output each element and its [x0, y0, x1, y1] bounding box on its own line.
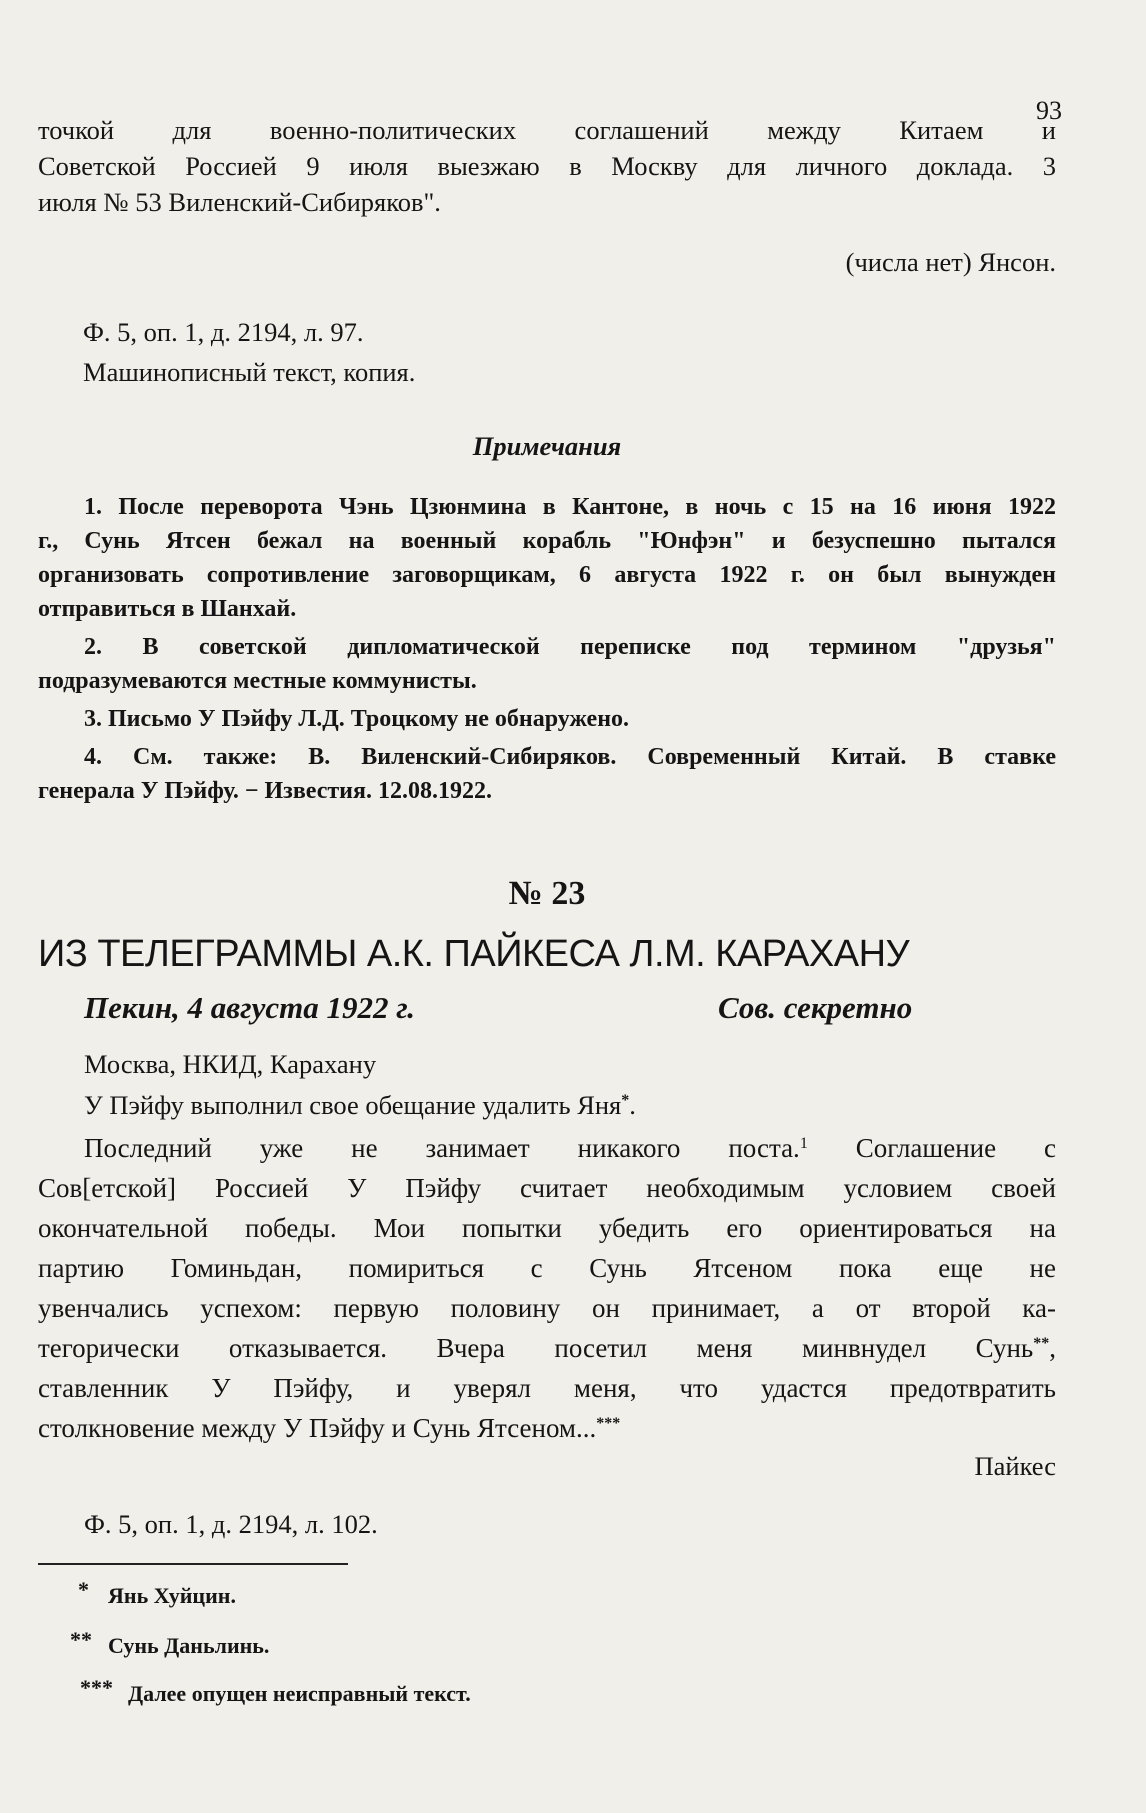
note-reference: 1	[799, 1135, 808, 1152]
telegram-line: У Пэйфу выполнил свое обещание удалить Яня*.	[84, 1090, 636, 1120]
note-line: 3. Письмо У Пэйфу Л.Д. Троцкому не обнаружено.	[84, 706, 630, 732]
footnote-mark: **	[1033, 1335, 1050, 1352]
note-line: генерала У Пэйфу. − Известия. 12.08.1922.	[38, 778, 492, 804]
note-item	[38, 740, 1056, 808]
footnote	[78, 1577, 236, 1609]
archive-reference: Ф. 5, оп. 1, д. 2194, л. 102.	[84, 1509, 378, 1539]
text-fragment: ,	[1049, 1333, 1056, 1363]
note-line: организовать сопротивление заговорщикам, 6 августа 1922 г. он был вынужден	[38, 562, 1056, 588]
text-line	[38, 1328, 1056, 1368]
text-line: ставленник У Пэйфу, и уверял меня, что удастся предотвратить	[38, 1373, 1056, 1403]
note-line: 4. См. также: В. Виленский-Сибиряков. Современный Китай. В ставке	[84, 744, 1056, 770]
document-number: № 23	[508, 875, 586, 912]
text-line	[38, 1408, 1056, 1448]
place-date: Пекин, 4 августа 1922 г.	[84, 990, 415, 1025]
note-item	[38, 490, 1056, 626]
footnote-mark: **	[70, 1627, 92, 1652]
text-fragment: столкновение между У Пэйфу и Сунь Ятсеном...	[38, 1413, 597, 1443]
footnote-text: Далее опущен неисправный текст.	[128, 1681, 471, 1706]
note-line: отправиться в Шанхай.	[38, 596, 297, 622]
classification: Сов. секретно	[718, 990, 913, 1025]
footnote-mark: *	[621, 1092, 630, 1109]
telegram-body	[38, 1128, 1056, 1448]
archive-reference: Ф. 5, оп. 1, д. 2194, л. 97.	[83, 317, 364, 347]
text-line: точкой для военно-политических соглашений между Китаем и	[38, 115, 1056, 145]
note-line: 2. В советской дипломатической переписке под термином "друзья"	[84, 634, 1056, 660]
note-line: г., Сунь Ятсен бежал на военный корабль "Юнфэн" и безуспешно пытался	[38, 528, 1056, 554]
footnote-mark: *	[78, 1577, 89, 1602]
text-line: июля № 53 Виленский-Сибиряков".	[38, 187, 441, 217]
text-line: окончательной победы. Мои попытки убедить его ориентироваться на	[38, 1213, 1056, 1243]
note-line: подразумеваются местные коммунисты.	[38, 668, 477, 694]
addressee: Москва, НКИД, Карахану	[84, 1049, 377, 1079]
note-item	[38, 630, 1056, 698]
text-line	[38, 1128, 1056, 1168]
text-fragment: У Пэйфу выполнил свое обещание удалить Яня	[84, 1090, 622, 1120]
copy-type-note: Машинописный текст, копия.	[83, 357, 416, 387]
telegram-signature: Пайкес	[974, 1451, 1056, 1481]
footnote	[80, 1675, 471, 1707]
text-fragment: Соглашение с	[855, 1133, 1056, 1163]
telegram-22-ending	[38, 112, 1056, 220]
notes-heading: Примечания	[472, 431, 622, 461]
telegram-22-signature: (числа нет) Янсон.	[845, 247, 1056, 277]
note-item	[38, 702, 1056, 736]
text-fragment: тегорически отказывается. Вчера посетил меня минвнудел Сунь	[38, 1333, 1034, 1363]
note-line: 1. После переворота Чэнь Цзюнмина в Кантоне, в ночь с 15 на 16 июня 1922	[84, 494, 1056, 520]
text-line: Сов[етской] Россией У Пэйфу считает необходимым условием своей	[38, 1173, 1056, 1203]
footnote-divider	[38, 1563, 348, 1565]
text-line: партию Гоминьдан, помириться с Сунь Ятсеном пока еще не	[38, 1253, 1056, 1283]
document-title: ИЗ ТЕЛЕГРАММЫ А.К. ПАЙКЕСА Л.М. КАРАХАНУ	[38, 933, 910, 975]
footnote-text: Янь Хуйцин.	[108, 1583, 236, 1608]
footnote-mark: ***	[596, 1415, 621, 1432]
page-number: 93	[1036, 96, 1062, 125]
footnote	[70, 1627, 270, 1659]
footnote-mark: ***	[80, 1675, 113, 1700]
text-line: Советской Россией 9 июля выезжаю в Москву для личного доклада. 3	[38, 151, 1056, 181]
footnote-text: Сунь Даньлинь.	[108, 1633, 270, 1658]
text-fragment: Последний уже не занимает никакого поста.	[84, 1133, 800, 1163]
notes-list	[38, 490, 1056, 808]
text-line: увенчались успехом: первую половину он принимает, а от второй ка-	[38, 1293, 1056, 1323]
